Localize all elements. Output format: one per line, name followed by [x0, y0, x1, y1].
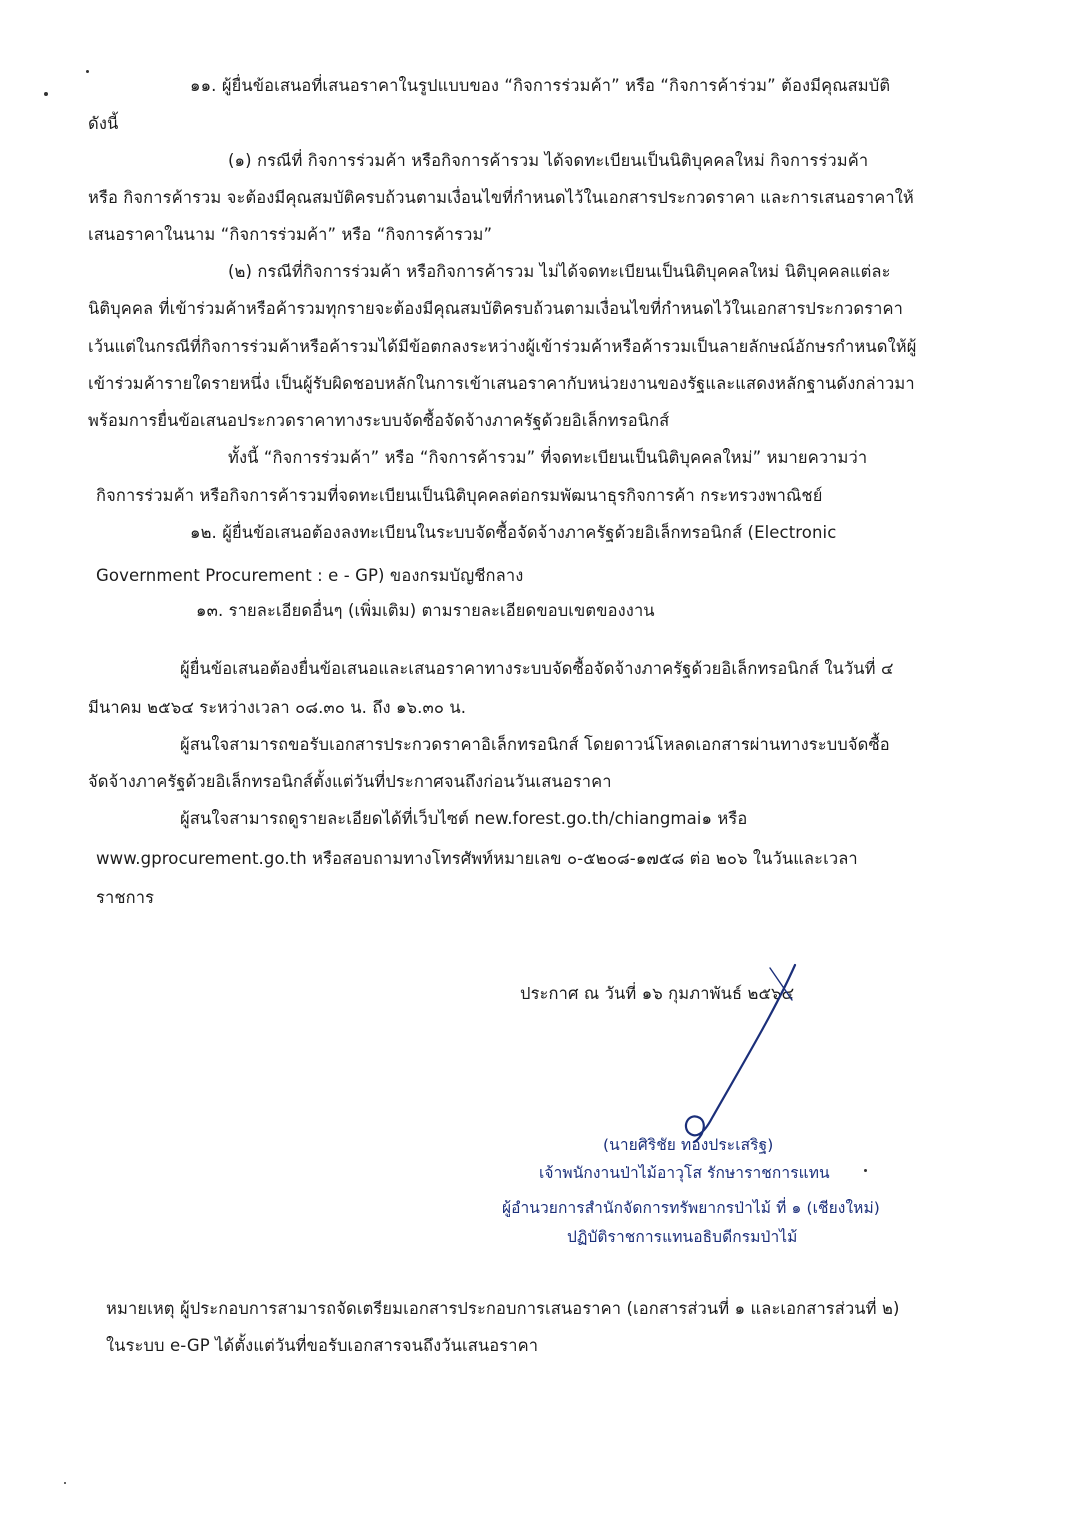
contact-line: ผู้สนใจสามารถดูรายละเอียดได้ที่เว็บไซต์ new.forest.go.th/chiangmai๑ หรือ — [180, 809, 748, 828]
scan-speck — [64, 1482, 66, 1484]
item-11-2-line: (๒) กรณีที่กิจการร่วมค้า หรือกิจการค้ารวม ไม่ได้จดทะเบียนเป็นนิติบุคคลใหม่ นิติบุคคลแต่ละ — [228, 262, 891, 281]
contact-line: www.gprocurement.go.th หรือสอบถามทางโทรศัพท์หมายเลข ๐-๕๒๐๘-๑๗๕๘ ต่อ ๒๐๖ ในวันและเวลา — [96, 849, 858, 868]
item-11-note-line: ทั้งนี้ “กิจการร่วมค้า” หรือ “กิจการค้ารวม” ที่จดทะเบียนเป็นนิติบุคคลใหม่” หมายความว่า — [228, 448, 868, 467]
signatory-name: (นายศิริชัย ทองประเสริฐ) — [603, 1136, 774, 1154]
signatory-position: ผู้อำนวยการสำนักจัดการทรัพยากรป่าไม้ ที่ ๑ (เชียงใหม่) — [502, 1199, 880, 1217]
scan-speck — [44, 92, 48, 96]
submission-line: ผู้ยื่นข้อเสนอต้องยื่นข้อเสนอและเสนอราคาทางระบบจัดซื้อจัดจ้างภาครัฐด้วยอิเล็กทรอนิกส์ ในวันที่ ๔ — [180, 659, 894, 678]
remark-line: ในระบบ e-GP ได้ตั้งแต่วันที่ขอรับเอกสารจนถึงวันเสนอราคา — [106, 1336, 539, 1355]
signatory-position: เจ้าพนักงานป่าไม้อาวุโส รักษาราชการแทน — [539, 1164, 830, 1182]
signatory-position: ปฏิบัติราชการแทนอธิบดีกรมป่าไม้ — [567, 1228, 798, 1246]
item-11-1-line: เสนอราคาในนาม “กิจการร่วมค้า” หรือ “กิจการค้ารวม” — [88, 225, 493, 244]
scan-speck — [864, 1169, 867, 1172]
contact-line: ราชการ — [96, 888, 155, 907]
item-12-line: Government Procurement : e - GP) ของกรมบัญชีกลาง — [96, 566, 524, 585]
item-11-2-line: พร้อมการยื่นข้อเสนอประกวดราคาทางระบบจัดซื้อจัดจ้างภาครัฐด้วยอิเล็กทรอนิกส์ — [88, 411, 670, 430]
download-line: จัดจ้างภาครัฐด้วยอิเล็กทรอนิกส์ตั้งแต่วันที่ประกาศจนถึงก่อนวันเสนอราคา — [88, 772, 612, 791]
item-11-1-line: (๑) กรณีที่ กิจการร่วมค้า หรือกิจการค้ารวม ได้จดทะเบียนเป็นนิติบุคคลใหม่ กิจการร่วมค้า — [228, 151, 869, 170]
item-12-line: ๑๒. ผู้ยื่นข้อเสนอต้องลงทะเบียนในระบบจัดซื้อจัดจ้างภาครัฐด้วยอิเล็กทรอนิกส์ (Electronic — [190, 523, 837, 542]
item-11-line: ดังนี้ — [88, 114, 119, 133]
item-11-2-line: เข้าร่วมค้ารายใดรายหนึ่ง เป็นผู้รับผิดชอบหลักในการเข้าเสนอราคากับหน่วยงานของรัฐและแสดงหลักฐานดังกล่าวมา — [88, 374, 915, 393]
item-11-line: ๑๑. ผู้ยื่นข้อเสนอที่เสนอราคาในรูปแบบของ “กิจการร่วมค้า” หรือ “กิจการค้าร่วม” ต้องมีคุณสมบัติ — [190, 76, 891, 95]
item-11-2-line: เว้นแต่ในกรณีที่กิจการร่วมค้าหรือค้ารวมได้มีข้อตกลงระหว่างผู้เข้าร่วมค้าหรือค้ารวมเป็นลายลักษณ์อักษรกำหนดให้ผู้ — [88, 337, 917, 356]
item-11-2-line: นิติบุคคล ที่เข้าร่วมค้าหรือค้ารวมทุกรายจะต้องมีคุณสมบัติครบถ้วนตามเงื่อนไขที่กำหนดไว้ในเอกสารประกวดราคา — [88, 299, 904, 318]
announce-date: ประกาศ ณ วันที่ ๑๖ กุมภาพันธ์ ๒๕๖๔ — [520, 984, 795, 1003]
item-13-line: ๑๓. รายละเอียดอื่นๆ (เพิ่มเติม) ตามรายละเอียดขอบเขตของงาน — [196, 601, 655, 620]
item-11-note-line: กิจการร่วมค้า หรือกิจการค้ารวมที่จดทะเบียนเป็นนิติบุคคลต่อกรมพัฒนาธุรกิจการค้า กระทรวงพาณิชย์ — [96, 486, 823, 505]
remark-line: หมายเหตุ ผู้ประกอบการสามารถจัดเตรียมเอกสารประกอบการเสนอราคา (เอกสารส่วนที่ ๑ และเอกสารส่วนที่ ๒) — [106, 1299, 900, 1318]
submission-line: มีนาคม ๒๕๖๔ ระหว่างเวลา ๐๘.๓๐ น. ถึง ๑๖.๓๐ น. — [88, 698, 467, 717]
scan-speck — [86, 70, 89, 73]
download-line: ผู้สนใจสามารถขอรับเอกสารประกวดราคาอิเล็กทรอนิกส์ โดยดาวน์โหลดเอกสารผ่านทางระบบจัดซื้อ — [180, 735, 890, 754]
item-11-1-line: หรือ กิจการค้ารวม จะต้องมีคุณสมบัติครบถ้วนตามเงื่อนไขที่กำหนดไว้ในเอกสารประกวดราคา และการเสนอราคาให้ — [88, 188, 914, 207]
